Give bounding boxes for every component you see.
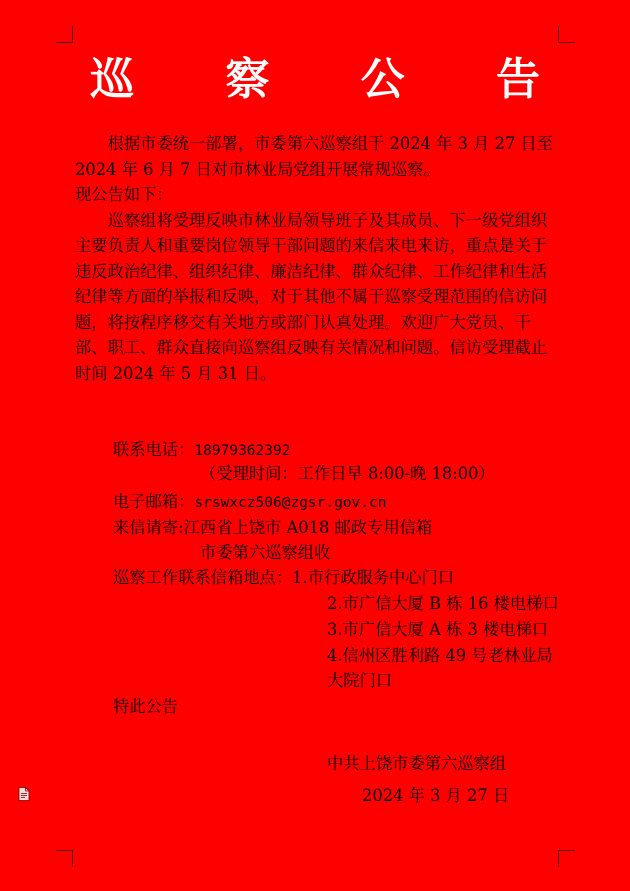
email-label: 电子邮箱：: [113, 492, 195, 511]
body-text: [75, 131, 561, 386]
paragraph-lead: 现公告如下：: [75, 185, 173, 204]
mail-address-line1: 江西省上饶市 A018 邮政专用信箱: [183, 518, 433, 537]
mailbox-location-4: 4.信州区胜利路 49 号老林业局: [327, 646, 553, 665]
crop-mark-top-right: [558, 26, 575, 43]
signature-date: 2024 年 3 月 27 日: [362, 786, 510, 805]
email-address: srswxcz506@zgsr.gov.cn: [194, 495, 387, 511]
mail-label: 来信请寄:: [113, 518, 184, 537]
signature-organization: 中共上饶市委第六巡察组: [327, 754, 507, 773]
document-title: 巡 察 公 告: [90, 54, 578, 105]
mailbox-location-1: 1.市行政服务中心门口: [292, 568, 455, 587]
mailbox-location-3: 3.市广信大厦 A 栋 3 楼电梯口: [327, 620, 549, 639]
paragraph-intro: 根据市委统一部署，市委第六巡察组于 2024 年 3 月 27 日至 2024 年 6 月 7 日对市林业局党组开展常规巡察。: [75, 134, 554, 179]
mailbox-label: 巡察工作联系信箱地点：: [113, 568, 293, 587]
contact-email-row: [113, 490, 386, 515]
document-file-icon: [18, 787, 30, 801]
mailbox-location-4-cont: 大院门口: [327, 671, 393, 690]
phone-number: 18979362392: [194, 443, 291, 459]
crop-mark-bottom-left: [56, 850, 73, 867]
paragraph-main: 巡察组将受理反映市林业局领导班子及其成员、下一级党组织主要负责人和重要岗位领导干部问题的来信来电来访，重点是关于违反政治纪律、组织纪律、廉洁纪律、群众纪律、工作纪律和生活纪律等方面的举报和反映，对于其他不属于巡察受理范围的信访问题，将按程序移交有关地方或部门认真处理。欢迎广大党员、干部、职工、群众直接向巡察组反映有关情况和问题。信访受理截止时间 2024 年 5 月 31 日。: [75, 210, 548, 383]
mail-address-row: [113, 516, 432, 540]
mailbox-location-2: 2.市广信大厦 B 栋 16 楼电梯口: [327, 594, 559, 613]
crop-mark-bottom-right: [558, 850, 575, 867]
mailbox-row: [113, 566, 454, 590]
closing-text: 特此公告: [113, 697, 179, 716]
mail-address-line2: 市委第六巡察组收: [200, 543, 331, 562]
contact-phone-row: [113, 438, 290, 463]
phone-label: 联系电话：: [113, 440, 195, 459]
crop-mark-top-left: [56, 26, 73, 43]
reception-hours: （受理时间：工作日早 8:00-晚 18:00）: [200, 464, 495, 483]
